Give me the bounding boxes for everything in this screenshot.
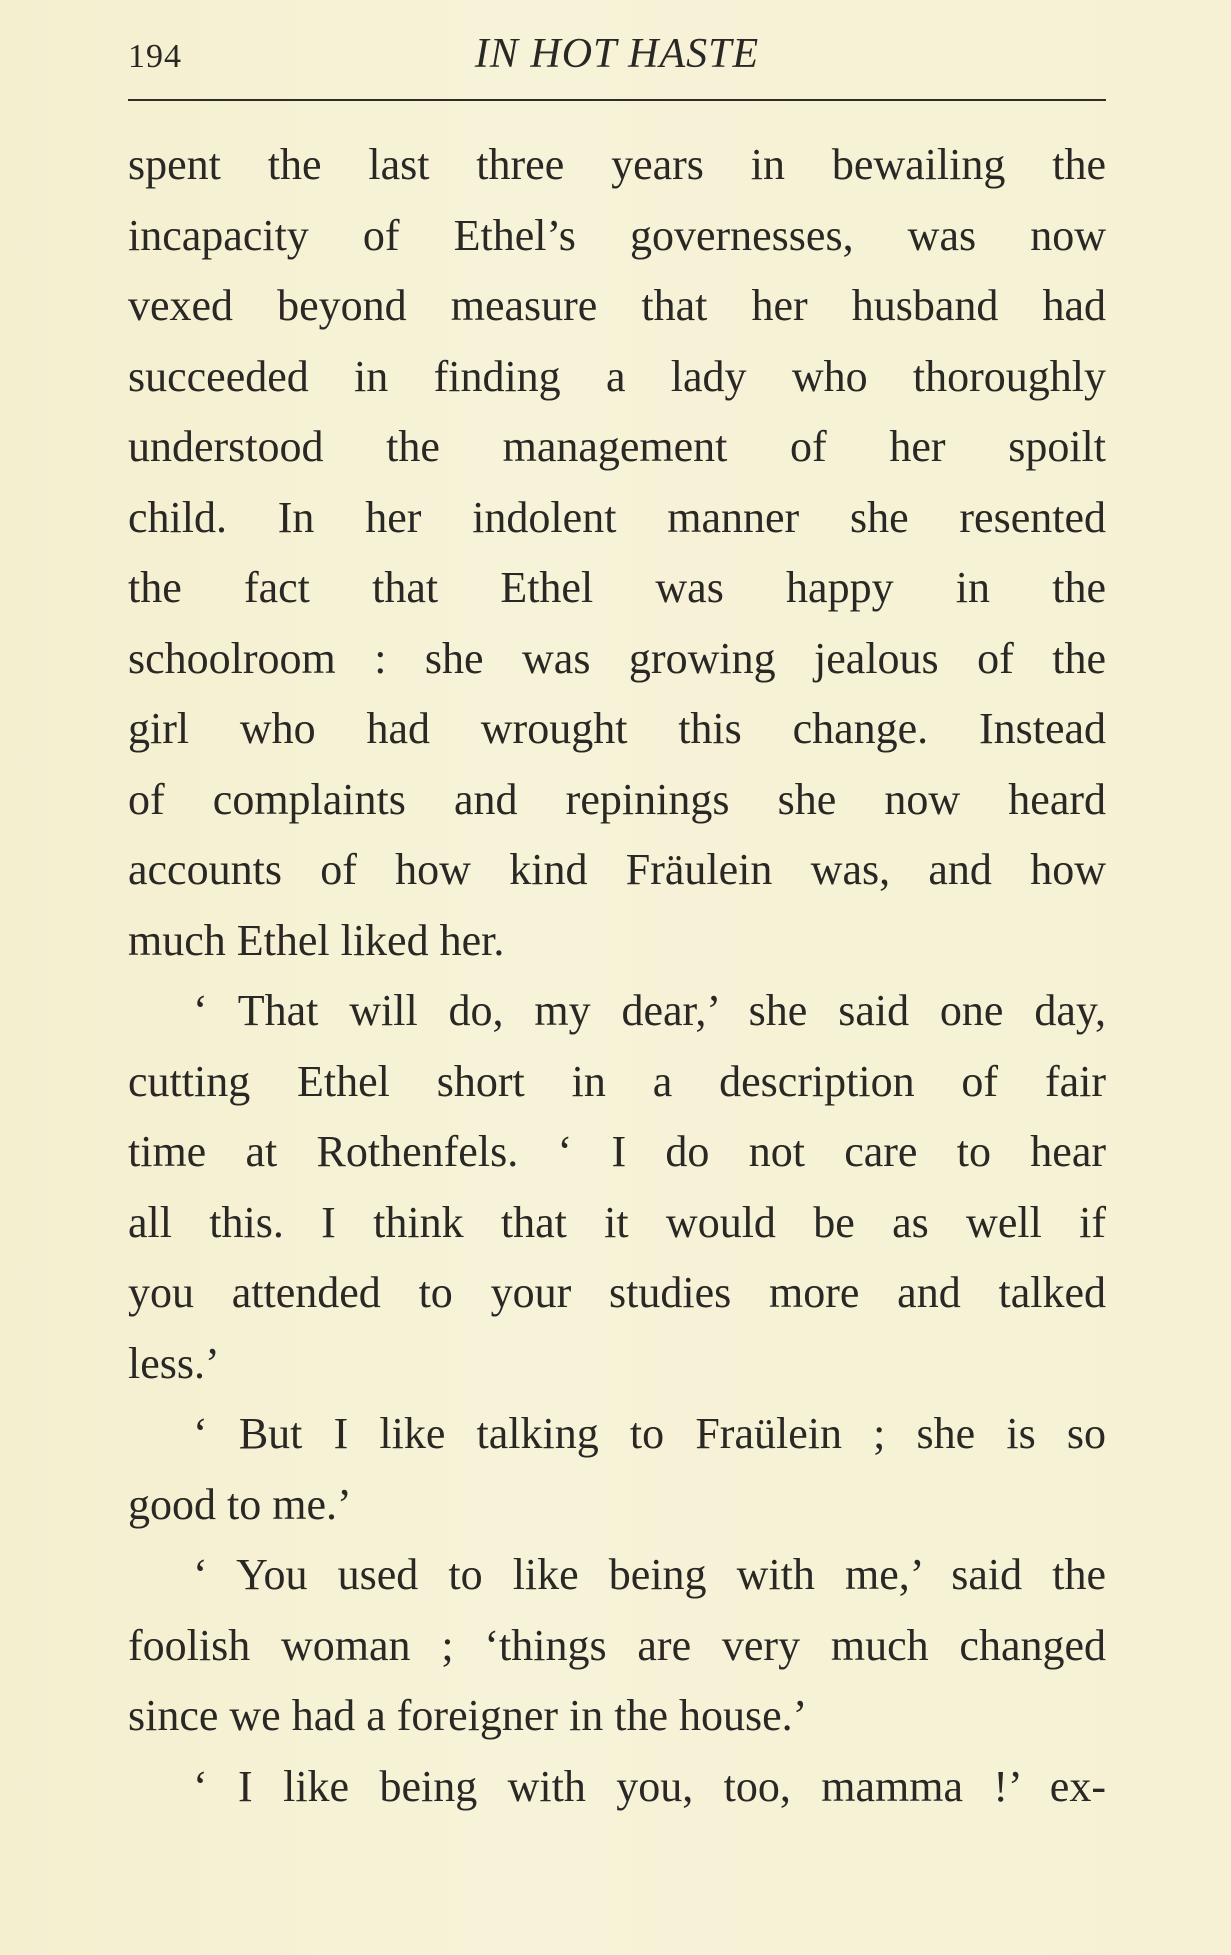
text-line: girl who had wrought this change. Instead xyxy=(128,704,1106,753)
header-rule xyxy=(128,99,1106,101)
text-line: child. In her indolent manner she resented xyxy=(128,492,1106,542)
text-line: good to me.’ xyxy=(128,1479,352,1529)
running-title: IN HOT HASTE xyxy=(474,31,760,77)
text-line: spent the last three years in bewailing the xyxy=(128,140,1106,189)
text-line: time at Rothenfels. ‘ I do not care to hear xyxy=(128,1127,1106,1176)
text-line: the fact that Ethel was happy in the xyxy=(128,563,1106,612)
text-line: cutting Ethel short in a description of fair xyxy=(128,1056,1106,1106)
text-line: ‘ But I like talking to Fraülein ; she is so xyxy=(193,1409,1106,1458)
text-line: much Ethel liked her. xyxy=(128,915,505,965)
text-line: ‘ I like being with you, too, mamma !’ ex- xyxy=(193,1761,1106,1811)
text-line: of complaints and repinings she now heard xyxy=(128,774,1106,824)
page-number: 194 xyxy=(128,38,182,75)
text-line: less.’ xyxy=(128,1338,220,1388)
text-line: accounts of how kind Fräulein was, and how xyxy=(128,845,1106,894)
text-line: schoolroom : she was growing jealous of the xyxy=(128,633,1106,683)
text-line: all this. I think that it would be as well if xyxy=(128,1197,1106,1247)
body-text xyxy=(128,130,1106,1822)
text-line: incapacity of Ethel’s governesses, was now xyxy=(128,210,1106,260)
text-line: ‘ That will do, my dear,’ she said one day, xyxy=(193,986,1106,1035)
text-line: since we had a foreigner in the house.’ xyxy=(128,1691,808,1740)
text-line: succeeded in finding a lady who thoroughly xyxy=(128,351,1106,401)
text-line: vexed beyond measure that her husband had xyxy=(128,281,1106,330)
text-line: understood the management of her spoilt xyxy=(128,422,1106,471)
text-line: foolish woman ; ‘things are very much changed xyxy=(128,1620,1106,1670)
text-line: ‘ You used to like being with me,’ said the xyxy=(193,1550,1106,1599)
page-header xyxy=(128,30,1106,84)
text-line: you attended to your studies more and talked xyxy=(128,1268,1106,1317)
